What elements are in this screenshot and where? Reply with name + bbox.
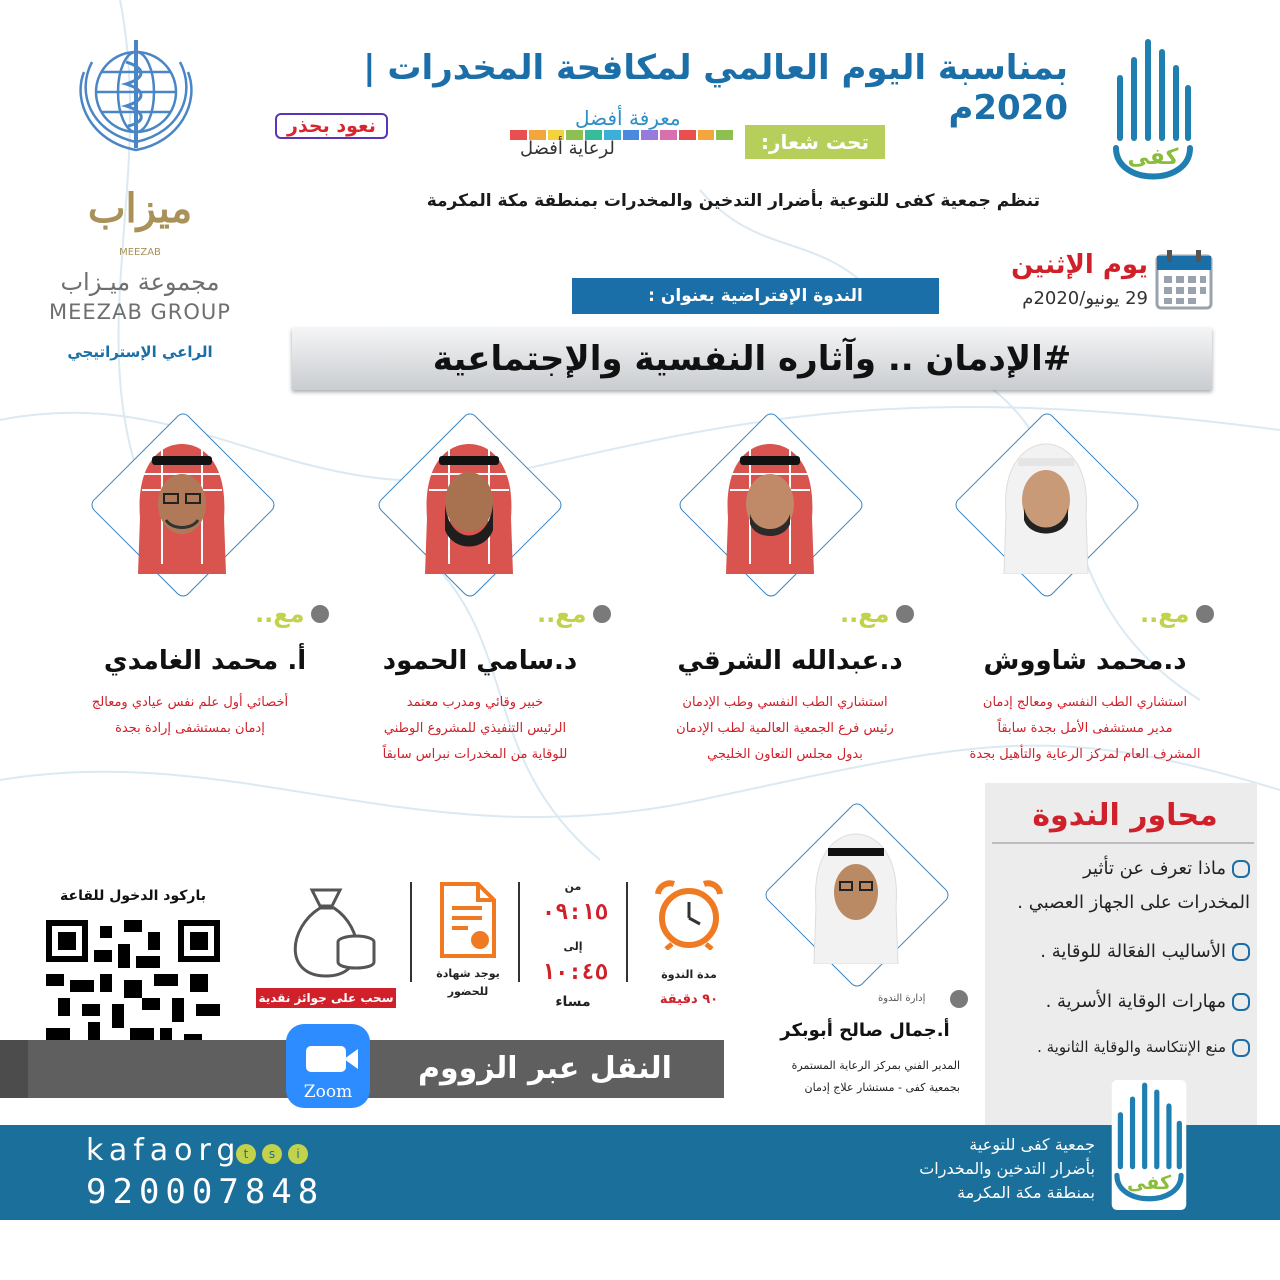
event-day: يوم الإثنين — [1011, 250, 1148, 280]
event-date: 29 يونيو/2020م — [1022, 288, 1148, 309]
chevron-bullet-icon — [1232, 993, 1250, 1011]
speaker-4-bio-line: إدمان بمستشفى إرادة بجدة — [115, 721, 265, 736]
slogan-line-1: معرفة أفضل — [575, 106, 681, 130]
twitter-icon[interactable]: t — [236, 1144, 256, 1164]
axis-item — [1010, 985, 1250, 1019]
footer-bottom — [0, 1220, 1280, 1280]
speaker-1-photo — [952, 410, 1140, 598]
chevron-bullet-icon — [1232, 1039, 1250, 1057]
moderator-portrait — [806, 824, 906, 964]
zoom-logo[interactable] — [286, 1024, 370, 1108]
meezab-logo-arabic: ميزاب — [87, 185, 193, 232]
alarm-clock-icon — [652, 878, 726, 950]
org-name-line: بمنطقة مكة المكرمة — [957, 1183, 1095, 1202]
speaker-2-bio — [645, 690, 925, 768]
speaker-3-photo — [375, 410, 563, 598]
meezab-group-english: MEEZAB GROUP — [49, 300, 231, 324]
speaker-2-portrait — [720, 434, 820, 574]
evening-label: مساء — [555, 994, 591, 1010]
speaker-1-bio-line: مدير مستشفى الأمل بجدة سابقاً — [997, 721, 1173, 736]
speaker-4-with-label: مع.. — [255, 600, 305, 628]
zoom-bar-edge — [0, 1040, 28, 1098]
qr-label: باركود الدخول للقاعة — [60, 888, 206, 904]
speaker-3-bio — [345, 690, 605, 768]
speaker-2-bio-line: رئيس فرع الجمعية العالمية لطب الإدمان — [676, 721, 894, 736]
headline: بمناسبة اليوم العالمي لمكافحة المخدرات | 2020م — [363, 48, 1068, 128]
phone-number[interactable]: 920007848 — [86, 1172, 325, 1212]
chevron-bullet-icon — [1232, 860, 1250, 878]
speaker-1-with-label: مع.. — [1140, 600, 1190, 628]
speaker-4-portrait — [132, 434, 232, 574]
microphone-icon — [311, 605, 329, 623]
speaker-3-bio-line: الرئيس التنفيذي للمشروع الوطني — [383, 721, 567, 736]
kafa-logo-text: كفى — [1126, 1172, 1172, 1195]
slogan-line-2: لرعاية أفضل — [520, 138, 615, 159]
speaker-3-bio-line: خبير وقائي ومدرب معتمد — [406, 695, 544, 710]
speaker-4-bio — [50, 690, 330, 742]
kafa-logo-text: كفى — [1127, 145, 1179, 170]
moderator-bio-line: المدير الفني بمركز الرعاية المستمرة — [791, 1059, 960, 1072]
certificate-icon — [438, 880, 500, 960]
speaker-2-photo — [676, 410, 864, 598]
slogan-label: تحت شعار: — [745, 125, 885, 159]
organizer-text: تنظم جمعية كفى للتوعية بأضرار التدخين والمخدرات بمنطقة مكة المكرمة — [426, 191, 1040, 211]
speaker-2-bio-line: استشاري الطب النفسي وطب الإدمان — [682, 695, 888, 710]
speaker-4-photo — [88, 410, 276, 598]
microphone-icon — [593, 605, 611, 623]
speaker-2-with-label: مع.. — [840, 600, 890, 628]
details-divider — [518, 882, 520, 982]
axes-title: محاور الندوة — [1032, 798, 1218, 833]
speaker-3-bio-line: للوقاية من المخدرات نبراس سابقاً — [382, 747, 568, 762]
kafa-hand-logo-icon — [1108, 1080, 1190, 1210]
time-from: ٠٩:١٥ — [541, 900, 609, 925]
duration-value: ٩٠ دقيقة — [659, 992, 719, 1007]
org-name — [900, 1133, 1095, 1205]
axis-item — [1010, 935, 1250, 969]
social-handle[interactable]: kafaorg — [86, 1133, 242, 1168]
speaker-2-bio-line: بدول مجلس التعاون الخليجي — [707, 747, 863, 762]
microphone-icon — [1196, 605, 1214, 623]
moderator-name: أ.جمال صالح أبوبكر — [780, 1020, 950, 1041]
moderator-bio — [730, 1055, 960, 1099]
axes-divider — [992, 842, 1254, 844]
zoom-logo-text: Zoom — [303, 1082, 353, 1102]
zoom-camera-icon — [306, 1046, 346, 1072]
meezab-group-arabic: مجموعة ميـزاب — [60, 268, 220, 296]
speaker-1-bio-line: المشرف العام لمركز الرعاية والتأهيل بجدة — [969, 747, 1201, 762]
speaker-4-name: أ. محمد الغامدي — [103, 646, 307, 676]
axis-item-text: الأساليب الفعَالة للوقاية . — [1040, 941, 1226, 962]
social-icons — [236, 1144, 308, 1164]
microphone-icon — [896, 605, 914, 623]
details-divider — [410, 882, 412, 982]
calendar-icon — [1155, 248, 1213, 310]
zoom-broadcast-text: النقل عبر الزووم — [418, 1051, 672, 1086]
speaker-2-name: د.عبدالله الشرقي — [677, 646, 903, 676]
speaker-3-with-label: مع.. — [537, 600, 587, 628]
axis-item — [1010, 1030, 1250, 1064]
webinar-title: #الإدمان .. وآثاره النفسية والإجتماعية — [292, 328, 1212, 390]
webinar-label: الندوة الإفتراضية بعنوان : — [572, 278, 939, 314]
axis-item-text: منع الإنتكاسة والوقاية الثانوية . — [1037, 1038, 1226, 1056]
axis-item — [1010, 852, 1250, 920]
instagram-icon[interactable]: i — [288, 1144, 308, 1164]
money-bag-icon — [278, 880, 382, 984]
axis-item-text: مهارات الوقاية الأسرية . — [1045, 991, 1226, 1012]
certificate-label: يوجد شهادة للحضور — [436, 967, 500, 998]
speaker-1-name: د.محمد شاووش — [983, 646, 1187, 676]
org-name-line: جمعية كفى للتوعية — [969, 1135, 1095, 1154]
moderator-role: إدارة الندوة — [878, 993, 926, 1004]
kafa-hand-logo-icon — [1110, 38, 1196, 188]
speaker-3-portrait — [419, 434, 519, 574]
speaker-1-portrait — [996, 434, 1096, 574]
campaign-badge: نعود بحذر — [275, 113, 388, 139]
duration-label: مدة الندوة — [661, 968, 717, 981]
speaker-3-name: د.سامي الحمود — [382, 646, 578, 676]
who-emblem-icon — [62, 32, 210, 160]
time-to: ١٠:٤٥ — [541, 960, 609, 985]
moderator-bio-line: بجمعية كفى - مستشار علاج إدمان — [804, 1081, 960, 1094]
chevron-bullet-icon — [1232, 943, 1250, 961]
speaker-1-bio-line: استشاري الطب النفسي ومعالج إدمان — [982, 695, 1188, 710]
meezab-logo-small: MEEZAB — [119, 247, 161, 258]
strategic-sponsor-label: الراعي الإستراتيجي — [67, 343, 213, 361]
org-name-line: بأضرار التدخين والمخدرات — [919, 1159, 1095, 1178]
axis-item-text: ماذا تعرف عن تأثير المخدرات على الجهاز العصبي . — [1017, 858, 1250, 913]
moderator-photo — [762, 800, 950, 988]
speaker-4-bio-line: أخصائي أول علم نفس عيادي ومعالج — [91, 695, 289, 710]
time-to-label: إلى — [563, 940, 583, 953]
time-from-label: من — [564, 880, 582, 893]
snapchat-icon[interactable]: s — [262, 1144, 282, 1164]
prize-badge: سحب على جوائز نقدية — [256, 988, 396, 1008]
microphone-icon — [950, 990, 968, 1012]
zoom-lens-icon — [344, 1049, 358, 1069]
speaker-1-bio — [960, 690, 1210, 768]
